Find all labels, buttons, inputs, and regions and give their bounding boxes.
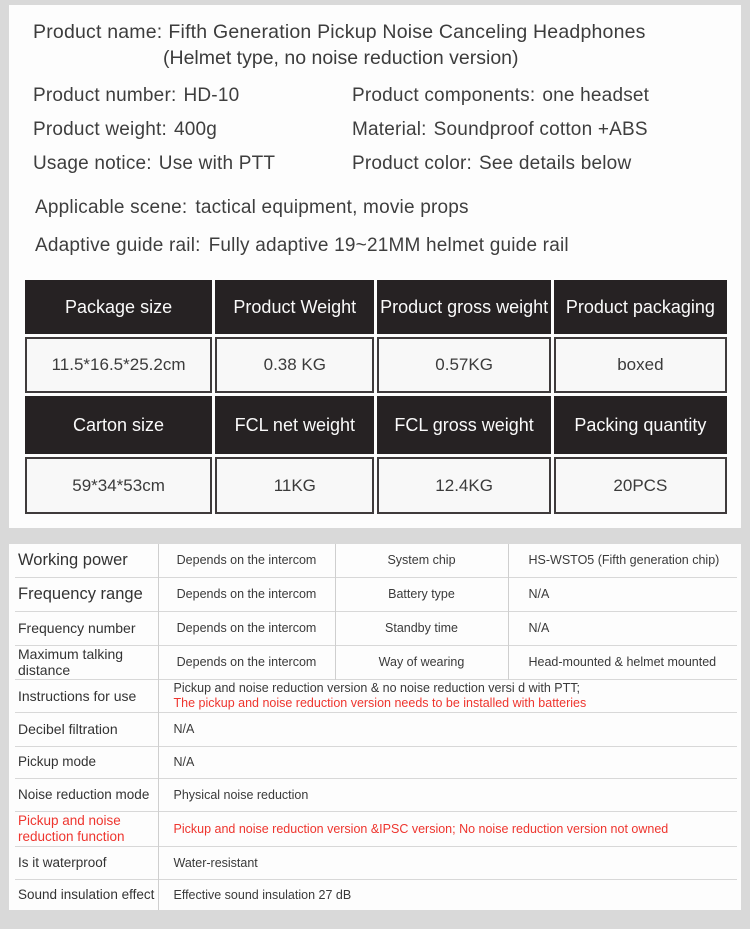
header-cell: Product packaging: [554, 280, 727, 334]
spec-label: Working power: [15, 544, 158, 577]
spec-label: Noise reduction mode: [15, 778, 158, 811]
spec-row-frequency-range: [15, 577, 737, 611]
attribute-product-number: [33, 85, 352, 107]
header-cell: Package size: [25, 280, 212, 334]
package-table-header-row: [25, 280, 727, 334]
field-value: Fully adaptive 19~21MM helmet guide rail: [208, 235, 569, 256]
data-cell: 0.38 KG: [215, 337, 374, 393]
field-value: 400g: [173, 119, 218, 140]
field-label: Usage notice:: [33, 153, 152, 174]
spec-row-noise-reduction-mode: [15, 778, 737, 811]
data-cell: boxed: [554, 337, 727, 393]
spec-row-sound-insulation-effect: [15, 879, 737, 910]
spec-row-instructions-for-use: [15, 679, 737, 712]
spec-value: N/A: [508, 577, 737, 611]
spec-value: N/A: [158, 712, 737, 746]
specifications-card: [9, 544, 741, 910]
product-attributes-wide: [9, 189, 741, 265]
spec-label: Frequency number: [15, 611, 158, 645]
field-label: Adaptive guide rail:: [35, 235, 201, 256]
data-cell: 11.5*16.5*25.2cm: [25, 337, 212, 393]
spec-label: Standby time: [335, 611, 508, 645]
data-cell: 0.57KG: [377, 337, 550, 393]
data-cell: 12.4KG: [377, 457, 550, 514]
product-info-card: [9, 5, 741, 528]
package-table-data-row: [25, 337, 727, 393]
header-cell: FCL net weight: [215, 396, 374, 454]
spec-row-pickup-mode: [15, 746, 737, 778]
spec-value: Head-mounted & helmet mounted: [508, 645, 737, 679]
field-value: one headset: [542, 85, 650, 106]
spec-value: Effective sound insulation 27 dB: [158, 879, 737, 910]
spec-row-decibel-filtration: [15, 712, 737, 746]
spec-value: Depends on the intercom: [158, 577, 335, 611]
data-cell: 59*34*53cm: [25, 457, 212, 514]
spec-value: N/A: [158, 746, 737, 778]
carton-table-header-row: [25, 396, 727, 454]
spec-label: Way of wearing: [335, 645, 508, 679]
spec-value: Water-resistant: [158, 846, 737, 879]
instructions-line-2-warning: The pickup and noise reduction version needs to be installed with batteries: [173, 695, 587, 710]
header-cell: FCL gross weight: [377, 396, 550, 454]
attribute-row: [33, 113, 741, 147]
product-attributes: [33, 79, 741, 181]
attribute-usage-notice: [33, 153, 352, 175]
spec-value: Pickup and noise reduction version &IPSC version; No noise reduction version not owned: [158, 811, 737, 846]
spec-row-working-power: [15, 544, 737, 577]
field-label: Product number:: [33, 85, 177, 106]
data-cell: 20PCS: [554, 457, 727, 514]
instructions-line-1: Pickup and noise reduction version & no noise reduction versi d with PTT;: [173, 680, 580, 695]
spec-value: HS-WSTO5 (Fifth generation chip): [528, 553, 720, 568]
spec-row-frequency-number: [15, 611, 737, 645]
field-value: Use with PTT: [158, 153, 276, 174]
attribute-product-components: [352, 85, 649, 107]
attribute-applicable-scene: [35, 189, 741, 227]
field-label: Product weight:: [33, 119, 167, 140]
field-label: Material:: [352, 119, 427, 140]
spec-value: N/A: [508, 611, 737, 645]
spec-value: Depends on the intercom: [158, 611, 335, 645]
spec-row-max-talking-distance: [15, 645, 737, 679]
attribute-row: [33, 147, 741, 181]
product-name-line: [33, 19, 741, 45]
spec-label: Decibel filtration: [15, 712, 158, 746]
attribute-material: [352, 119, 648, 141]
field-label: Applicable scene:: [35, 197, 188, 218]
header-cell: Product Weight: [215, 280, 374, 334]
spec-label: Is it waterproof: [15, 846, 158, 879]
spec-value: [158, 679, 737, 712]
attribute-product-color: [352, 153, 631, 175]
spec-table: [15, 544, 737, 910]
package-table: [22, 277, 730, 517]
spec-label: Instructions for use: [15, 679, 158, 712]
header-cell: Carton size: [25, 396, 212, 454]
spec-value: Depends on the intercom: [158, 645, 335, 679]
attribute-adaptive-guide-rail: [35, 227, 741, 265]
spec-label: Sound insulation effect: [15, 879, 158, 910]
spec-label: Pickup and noise reduction function: [15, 811, 158, 846]
spec-label: Pickup mode: [15, 746, 158, 778]
attribute-row: [33, 79, 741, 113]
spec-label: Battery type: [335, 577, 508, 611]
spec-label: System chip: [335, 544, 508, 577]
field-value: See details below: [479, 153, 632, 174]
spec-row-is-it-waterproof: [15, 846, 737, 879]
field-value: HD-10: [183, 85, 240, 106]
field-label: Product color:: [352, 153, 473, 174]
carton-table-data-row: [25, 457, 727, 514]
data-cell: 11KG: [215, 457, 374, 514]
spec-label: Frequency range: [15, 577, 158, 611]
attribute-product-weight: [33, 119, 352, 141]
header-cell: Packing quantity: [554, 396, 727, 454]
spec-value: Physical noise reduction: [158, 778, 737, 811]
field-value: Soundproof cotton +ABS: [433, 119, 648, 140]
product-name-label: Product name:: [33, 21, 163, 43]
field-value: tactical equipment, movie props: [195, 197, 469, 218]
spec-label: Maximum talking distance: [15, 645, 158, 679]
product-name-value: Fifth Generation Pickup Noise Canceling Headphones: [168, 21, 646, 43]
field-label: Product components:: [352, 85, 536, 106]
header-cell: Product gross weight: [377, 280, 550, 334]
spec-value: Depends on the intercom: [158, 544, 335, 577]
product-name-subline: (Helmet type, no noise reduction version): [163, 47, 519, 69]
spec-row-pickup-noise-reduction-function: [15, 811, 737, 846]
